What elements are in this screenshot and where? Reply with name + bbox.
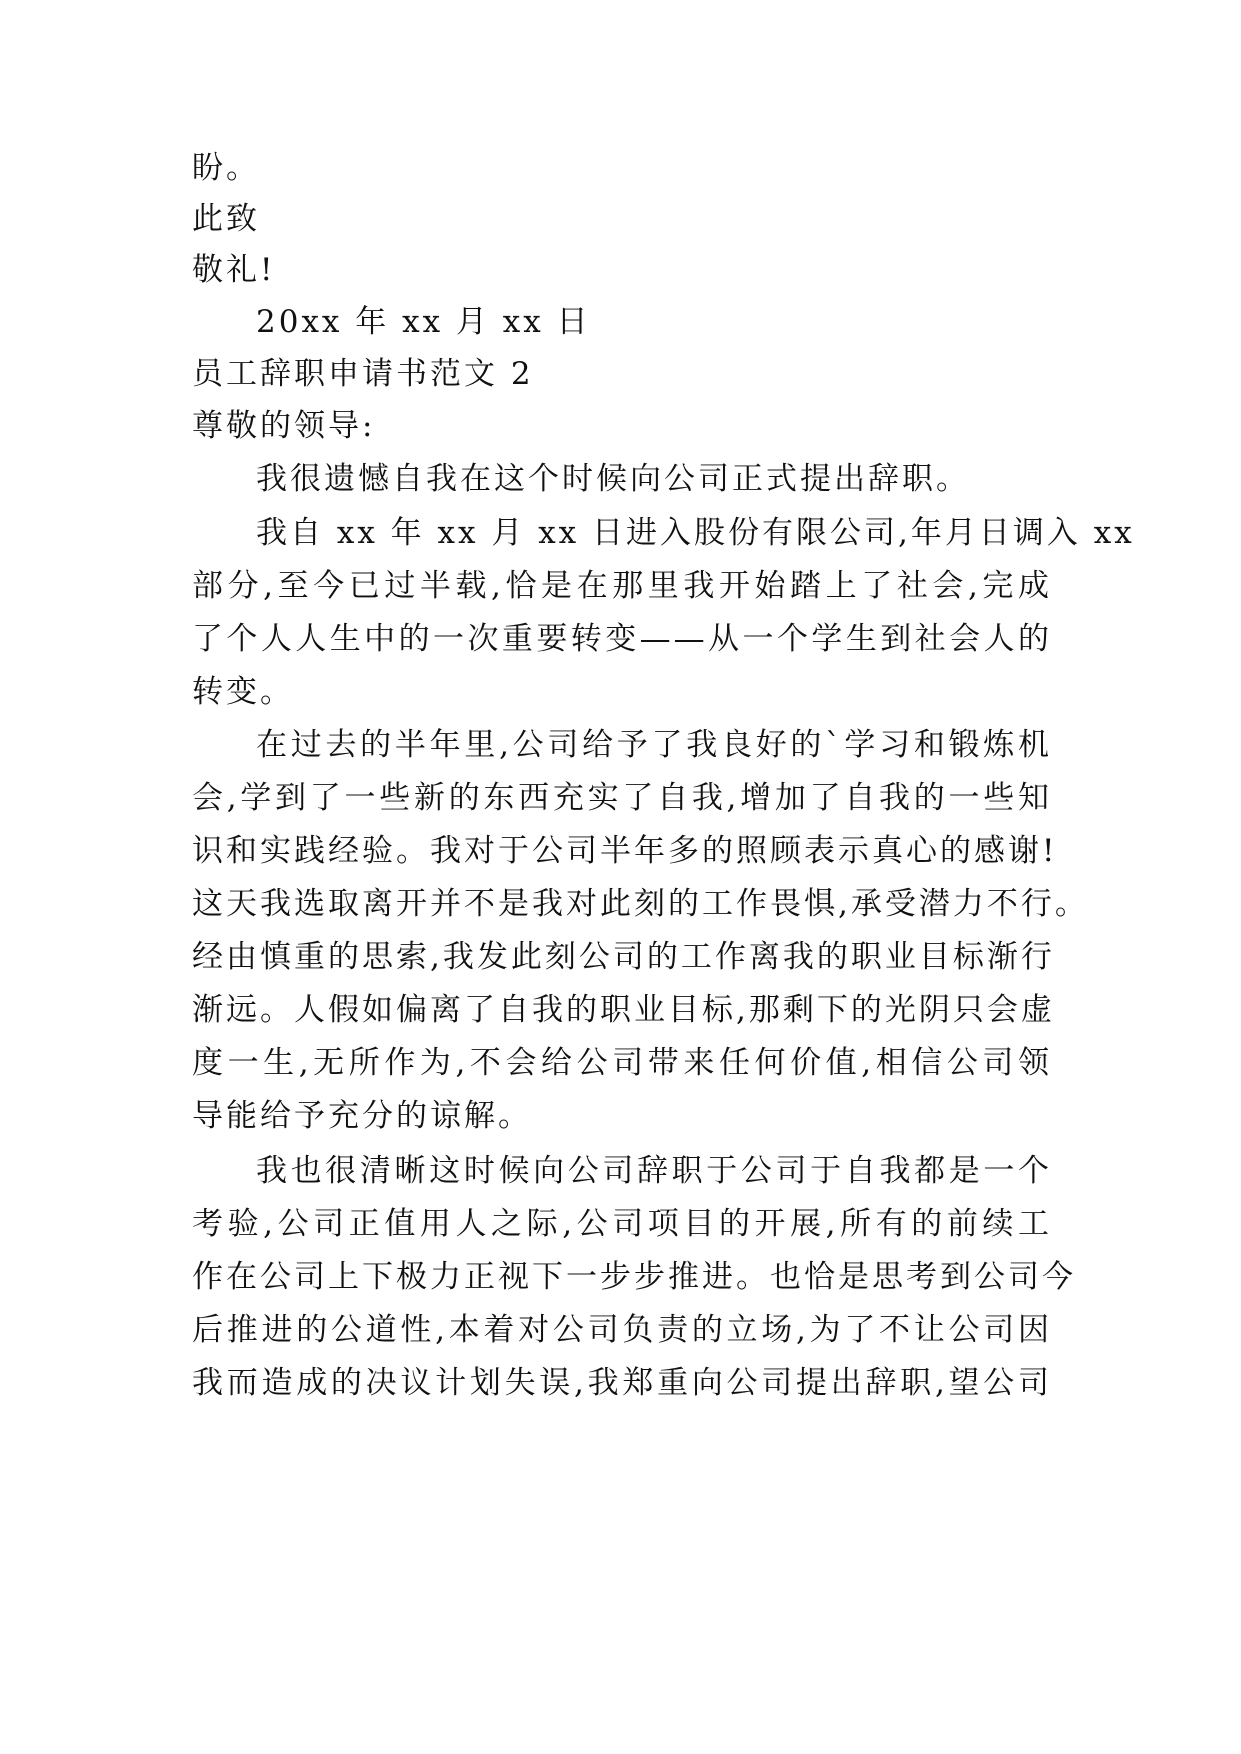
paragraph-1-line-1: 我很遗憾自我在这个时候向公司正式提出辞职。 — [256, 461, 970, 497]
paragraph-2-line-3: 了个人人生中的一次重要转变——从一个学生到社会人的 — [192, 621, 1052, 657]
paragraph-3-line-1: 在过去的半年里,公司给予了我良好的`学习和锻炼机 — [256, 727, 1052, 763]
paragraph-3-line-4: 这天我选取离开并不是我对此刻的工作畏惧,承受潜力不行。 — [192, 886, 1089, 922]
paragraph-4-line-4: 后推进的公道性,本着对公司负责的立场,为了不让公司因 — [192, 1312, 1052, 1348]
greeting: 尊敬的领导: — [192, 408, 376, 444]
paragraph-3-line-3: 识和实践经验。我对于公司半年多的照顾表示真心的感谢! — [192, 833, 1058, 869]
salute-line: 敬礼! — [192, 252, 276, 288]
paragraph-4-line-3: 作在公司上下极力正视下一步步推进。也恰是思考到公司今 — [192, 1259, 1076, 1295]
date-line: 20xx 年 xx 月 xx 日 — [256, 304, 591, 340]
paragraph-2-line-4: 转变。 — [192, 674, 294, 710]
paragraph-2-line-1: 我自 xx 年 xx 月 xx 日进入股份有限公司,年月日调入 xx — [256, 515, 1135, 551]
paragraph-4-line-5: 我而造成的决议计划失误,我郑重向公司提出辞职,望公司 — [192, 1365, 1052, 1401]
paragraph-3-line-7: 度一生,无所作为,不会给公司带来任何价值,相信公司领 — [192, 1045, 1052, 1081]
paragraph-4-line-1: 我也很清晰这时候向公司辞职于公司于自我都是一个 — [256, 1153, 1052, 1189]
closing-line: 此致 — [192, 201, 260, 237]
paragraph-3-line-2: 会,学到了一些新的东西充实了自我,增加了自我的一些知 — [192, 780, 1052, 816]
paragraph-3-line-5: 经由慎重的思索,我发此刻公司的工作离我的职业目标渐行 — [192, 939, 1055, 975]
paragraph-3-line-8: 导能给予充分的谅解。 — [192, 1098, 532, 1134]
paragraph-4-line-2: 考验,公司正值用人之际,公司项目的开展,所有的前续工 — [192, 1206, 1052, 1242]
paragraph-2-line-2: 部分,至今已过半载,恰是在那里我开始踏上了社会,完成 — [192, 568, 1052, 604]
section-title: 员工辞职申请书范文 2 — [192, 356, 534, 392]
paragraph-3-line-6: 渐远。人假如偏离了自我的职业目标,那剩下的光阴只会虚 — [192, 992, 1055, 1028]
text-fragment: 盼。 — [192, 150, 260, 186]
